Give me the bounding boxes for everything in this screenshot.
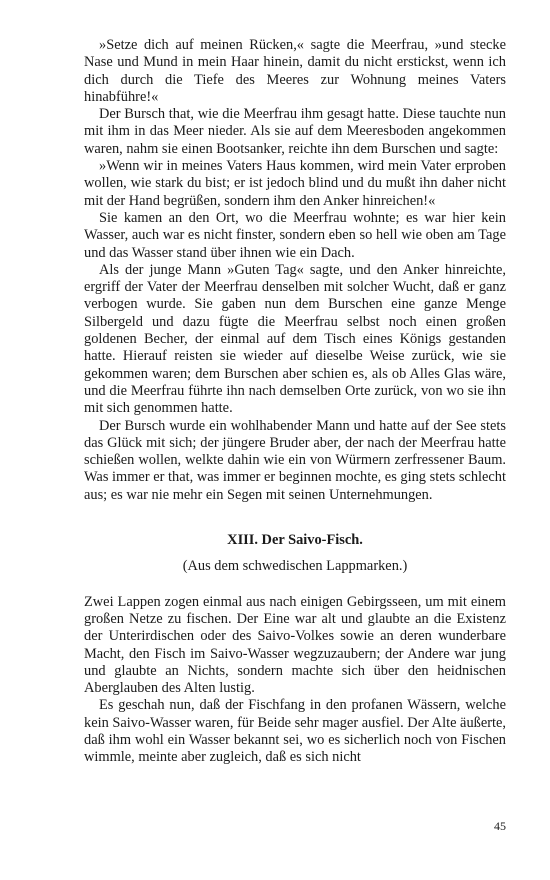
paragraph: Der Bursch that, wie die Meerfrau ihm gesagt hatte. Diese tauchte nun mit ihm in das Meer nieder. Als sie auf dem Meeresboden angekommen waren, nahm sie einen Bootsanker, reichte ihn dem Burschen und sagte: bbox=[84, 106, 506, 157]
paragraph: Als der junge Mann »Guten Tag« sagte, und den Anker hinreichte, ergriff der Vater der Meerfrau denselben mit solcher Wucht, daß er ganz verbogen wurde. Sie gaben nun dem Burschen eine ganze Menge Silbergeld und dazu fügte die Meerfrau selbst noch einen großen goldenen Becher, der einmal auf dem Tisch eines Königs gestanden hatte. Hierauf reisten sie wieder auf dieselbe Weise zurück, wie sie gekommen waren; dem Burschen aber schien es, als ob Alles Glas wäre, und die Meerfrau führte ihn nach demselben Orte zurück, von wo sie ihn mit sich genommen hatte. bbox=[84, 261, 506, 417]
paragraph: Der Bursch wurde ein wohlhabender Mann und hatte auf der See stets das Glück mit sich; der jüngere Bruder aber, der nach der Meerfrau hatte schießen wollen, welkte dahin wie ein von Würmern zerfressener Baum. Was immer er that, was immer er beginnen mochte, es ging stets schlecht aus; es war nie mehr ein Segen mit seinen Unternehmungen. bbox=[84, 417, 506, 503]
paragraph: Es geschah nun, daß der Fischfang in den profanen Wässern, welche kein Saivo-Wasser waren, für Beide sehr mager ausfiel. Der Alte äußerte, daß ihm wohl ein Wasser bekannt sei, wo es sicherlich noch von Fischen wimmle, meinte aber zugleich, daß es sich nicht bbox=[84, 697, 506, 766]
page-number: 45 bbox=[494, 819, 506, 833]
page-body bbox=[84, 37, 506, 767]
paragraph: Sie kamen an den Ort, wo die Meerfrau wohnte; es war hier kein Wasser, auch war es nicht finster, sondern eben so hell wie oben am Tage und das Wasser stand über ihnen wie ein Dach. bbox=[84, 209, 506, 261]
paragraph: Zwei Lappen zogen einmal aus nach einigen Gebirgsseen, um mit einem großen Netze zu fischen. Der Eine war alt und glaubte an die Existenz der Unterirdischen oder des Saivo-Volkes sowie an deren wunderbare Macht, den Fisch im Saivo-Wasser wegzuzaubern; der Andere war jung und glaubte an Nichts, sondern machte sich über den heidnischen Aberglauben des Alten lustig. bbox=[84, 593, 506, 697]
paragraph: »Wenn wir in meines Vaters Haus kommen, wird mein Vater erproben wollen, wie stark du bist; er ist jedoch blind und du mußt ihn daher nicht mit der Hand begrüßen, sondern ihm den Anker hinreichen!« bbox=[84, 158, 506, 209]
chapter-title: XIII. Der Saivo-Fisch. bbox=[227, 532, 363, 549]
paragraph: »Setze dich auf meinen Rücken,« sagte die Meerfrau, »und stecke Nase und Mund in mein Haar hinein, damit du nicht erstickst, wenn ich dich durch die Tiefe des Meeres zur Wohnung meines Vaters hinabführe!« bbox=[84, 37, 506, 105]
chapter-subtitle: (Aus dem schwedischen Lappmarken.) bbox=[182, 558, 408, 575]
